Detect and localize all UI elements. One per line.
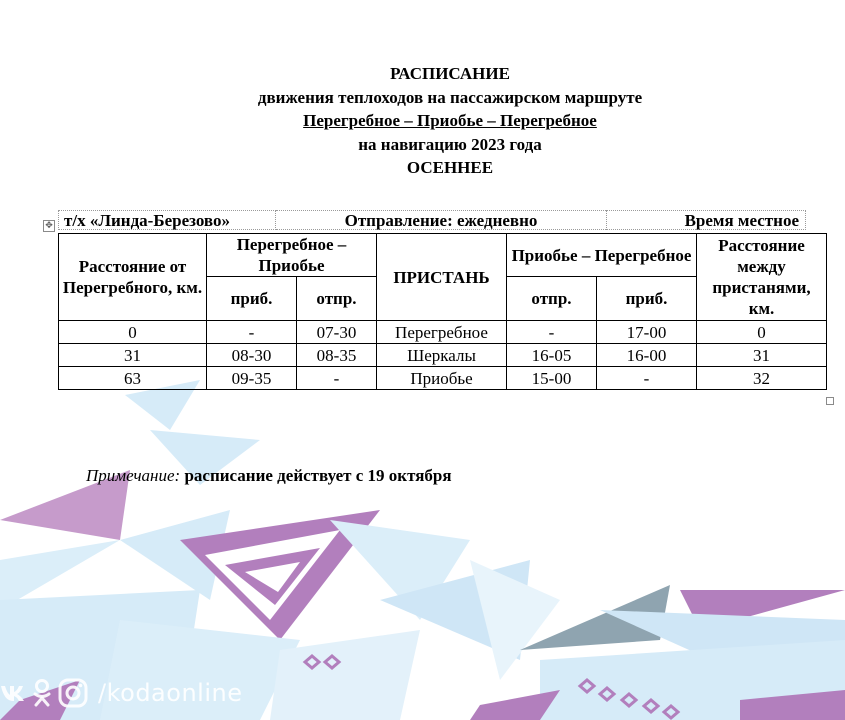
- table-row: [59, 321, 827, 344]
- note-label: Примечание:: [86, 466, 181, 485]
- header-dir2-arrival: приб.: [597, 277, 697, 321]
- header-dir1-departure: отпр.: [297, 277, 377, 321]
- table-row: [59, 367, 827, 390]
- vk-icon: [0, 683, 26, 703]
- table-row: [59, 344, 827, 367]
- cell-dir1-arrival: 08-30: [207, 344, 297, 367]
- title-schedule: РАСПИСАНИЕ: [390, 64, 510, 83]
- table-move-handle[interactable]: ✥: [43, 220, 55, 232]
- cell-distance-between: 0: [697, 321, 827, 344]
- header-dir2-departure: отпр.: [507, 277, 597, 321]
- vessel-info-row: [58, 210, 806, 230]
- title-season-year: на навигацию 2023 года: [358, 134, 542, 154]
- departure-frequency: Отправление: ежедневно: [276, 210, 606, 230]
- instagram-icon: [58, 678, 88, 708]
- cell-distance-between: 32: [697, 367, 827, 390]
- header-pier: ПРИСТАНЬ: [377, 234, 507, 321]
- schedule-note: [86, 466, 452, 486]
- header-dir1-arrival: приб.: [207, 277, 297, 321]
- cell-dir2-arrival: 17-00: [597, 321, 697, 344]
- cell-distance: 31: [59, 344, 207, 367]
- cell-dir1-departure: 08-35: [297, 344, 377, 367]
- schedule-title-block: [0, 62, 845, 180]
- title-route: Перегребное – Приобье – Перегребное: [303, 111, 597, 130]
- table-resize-handle[interactable]: [826, 397, 834, 405]
- cell-pier: Перегребное: [377, 321, 507, 344]
- social-watermark: [0, 676, 242, 710]
- cell-dir2-departure: 16-05: [507, 344, 597, 367]
- cell-dir1-arrival: -: [207, 321, 297, 344]
- cell-dir1-departure: 07-30: [297, 321, 377, 344]
- cell-dir1-departure: -: [297, 367, 377, 390]
- cell-dir2-departure: -: [507, 321, 597, 344]
- cell-distance: 0: [59, 321, 207, 344]
- cell-dir2-arrival: 16-00: [597, 344, 697, 367]
- schedule-table: [58, 233, 827, 390]
- header-distance-from-start: Расстояние от Перегребного, км.: [59, 234, 207, 321]
- time-zone-note: Время местное: [606, 210, 806, 230]
- cell-distance: 63: [59, 367, 207, 390]
- title-subtitle: движения теплоходов на пассажирском маршруте: [257, 87, 643, 107]
- cell-pier: Приобье: [377, 367, 507, 390]
- cell-dir2-arrival: -: [597, 367, 697, 390]
- header-direction-1: Перегребное – Приобье: [207, 234, 377, 277]
- note-text: расписание действует с 19 октября: [184, 466, 452, 485]
- social-handle: /kodaonline: [98, 679, 243, 707]
- odnoklassniki-icon: [32, 678, 52, 708]
- table-header-row: [59, 234, 827, 277]
- cell-dir1-arrival: 09-35: [207, 367, 297, 390]
- cell-distance-between: 31: [697, 344, 827, 367]
- cell-pier: Шеркалы: [377, 344, 507, 367]
- title-season: ОСЕННЕЕ: [406, 158, 494, 177]
- header-direction-2: Приобье – Перегребное: [507, 234, 697, 277]
- header-distance-between: Расстояние между пристанями, км.: [697, 234, 827, 321]
- vessel-name: т/х «Линда-Березово»: [58, 210, 276, 230]
- cell-dir2-departure: 15-00: [507, 367, 597, 390]
